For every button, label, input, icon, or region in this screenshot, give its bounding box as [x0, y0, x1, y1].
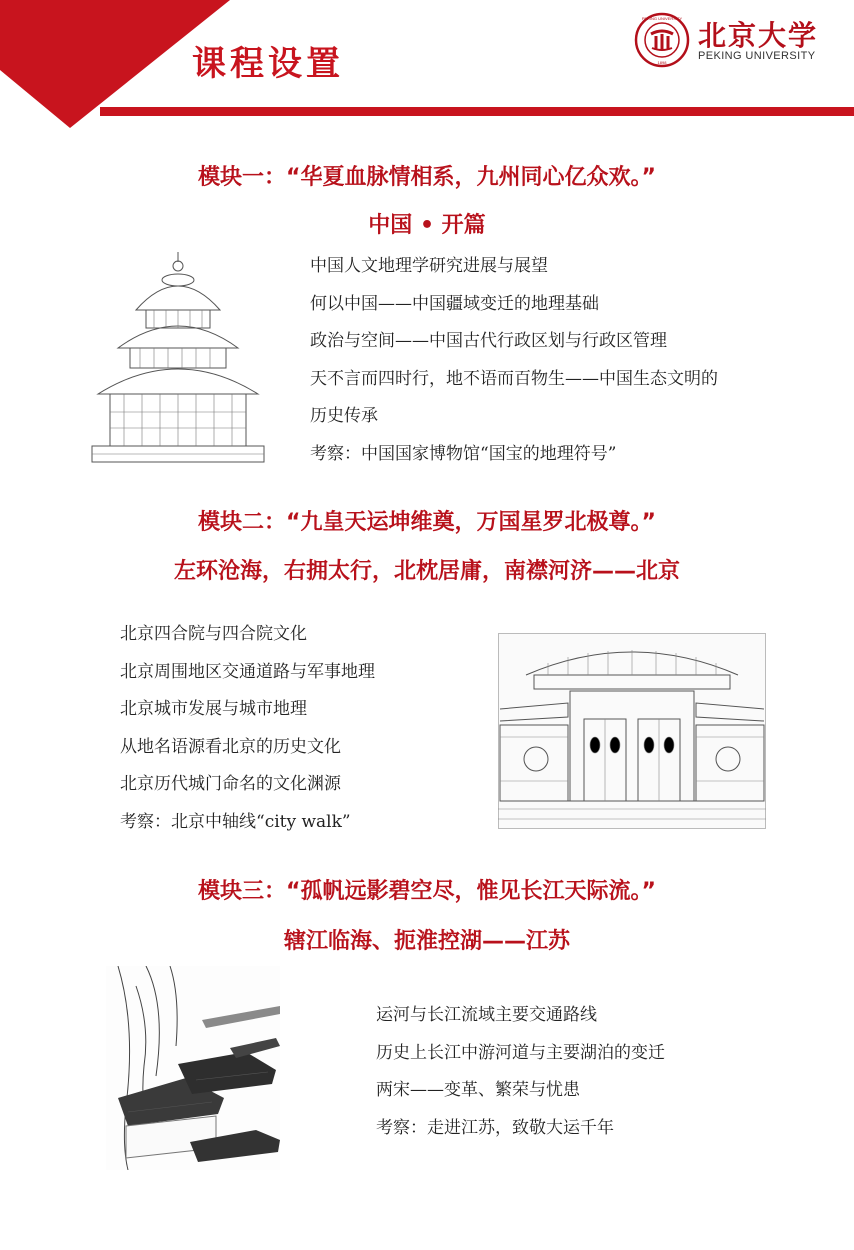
list-item: 两宋——变革、繁荣与忧患: [376, 1080, 580, 1100]
list-item: 运河与长江流域主要交通路线: [376, 1005, 597, 1025]
module-2-title: 模块二：“九皇天运坤维奠，万国星罗北极尊。”: [198, 510, 656, 535]
list-item: 考察：走进江苏，致敬大运千年: [376, 1117, 614, 1138]
svg-text:PEKING UNIVERSITY: PEKING UNIVERSITY: [641, 16, 683, 21]
module-2-subtitle: 左环沧海，右拥太行，北枕居庸，南襟河济——北京: [173, 559, 680, 584]
jiangnan-roofs-illustration: [106, 966, 280, 1170]
list-item: 考察：中国国家博物馆“国宝的地理符号”: [310, 443, 617, 464]
list-item: 北京历代城门命名的文化渊源: [120, 774, 341, 794]
module-3-title: 模块三：“孤帆远影碧空尽，惟见长江天际流。”: [198, 879, 656, 904]
page-title: 课程设置: [192, 44, 344, 84]
module-1-subtitle: 中国 • 开篇: [368, 213, 486, 238]
logo-name-en: PEKING UNIVERSITY: [698, 50, 816, 62]
module-2-topic-list: [120, 616, 375, 841]
list-item: 考察：北京中轴线“city walk”: [120, 811, 351, 832]
module-3-topic-list: [376, 997, 665, 1147]
university-seal-icon: [634, 12, 690, 68]
courtyard-gate-illustration: [498, 633, 766, 829]
svg-text:1898: 1898: [657, 60, 667, 65]
list-item: 历史传承: [310, 406, 378, 426]
temple-of-heaven-illustration: [84, 248, 272, 466]
list-item: 北京周围地区交通道路与军事地理: [120, 661, 375, 682]
module-1-topic-list: [310, 248, 718, 473]
list-item: 天不言而四时行，地不语而百物生——中国生态文明的: [310, 368, 718, 389]
logo-name-cn: 北京大学: [698, 19, 819, 52]
list-item: 政治与空间——中国古代行政区划与行政区管理: [310, 331, 667, 351]
university-logo: [634, 12, 844, 68]
module-3-subtitle: 辖江临海、扼淮控湖——江苏: [283, 929, 570, 954]
list-item: 从地名语源看北京的历史文化: [120, 736, 341, 757]
list-item: 中国人文地理学研究进展与展望: [310, 256, 548, 276]
list-item: 北京城市发展与城市地理: [120, 699, 307, 719]
list-item: 何以中国——中国疆域变迁的地理基础: [310, 293, 599, 314]
header-red-bar: [100, 107, 854, 116]
list-item: 历史上长江中游河道与主要湖泊的变迁: [376, 1042, 665, 1063]
list-item: 北京四合院与四合院文化: [120, 624, 307, 644]
module-1-title: 模块一：“华夏血脉情相系，九州同心亿众欢。”: [198, 165, 656, 190]
